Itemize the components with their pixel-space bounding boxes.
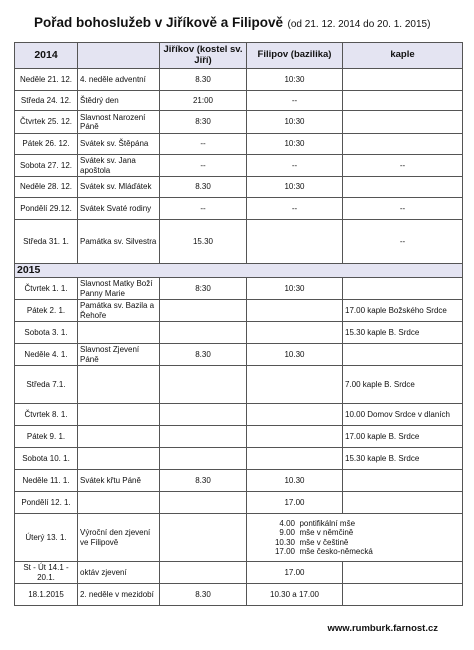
feast-cell: Výroční den zjevení ve Filipově bbox=[78, 514, 160, 562]
feast-cell bbox=[78, 448, 160, 470]
mass-line bbox=[269, 538, 460, 547]
jirikov-cell bbox=[160, 448, 247, 470]
day-cell: Čtvrtek 25. 12. bbox=[15, 111, 78, 134]
filipov-cell: 10.30 bbox=[247, 344, 343, 366]
jirikov-cell bbox=[160, 404, 247, 426]
day-cell: Čtvrtek 1. 1. bbox=[15, 278, 78, 300]
schedule-table bbox=[14, 42, 463, 606]
kaple-cell bbox=[343, 69, 463, 91]
feast-cell: Slavnost Matky Boží Panny Marie bbox=[78, 278, 160, 300]
jirikov-cell: -- bbox=[160, 134, 247, 155]
jirikov-cell: 8.30 bbox=[160, 584, 247, 606]
kaple-cell bbox=[343, 492, 463, 514]
table-row bbox=[15, 220, 463, 264]
filipov-cell: 10:30 bbox=[247, 111, 343, 134]
table-row bbox=[15, 278, 463, 300]
feast-cell: Štědrý den bbox=[78, 91, 160, 111]
table-row bbox=[15, 404, 463, 426]
filipov-cell bbox=[247, 404, 343, 426]
table-row bbox=[15, 111, 463, 134]
day-cell: Sobota 3. 1. bbox=[15, 322, 78, 344]
kaple-cell bbox=[343, 344, 463, 366]
kaple-cell: 17.00 kaple Božského Srdce bbox=[343, 300, 463, 322]
day-cell: Neděle 21. 12. bbox=[15, 69, 78, 91]
table-row bbox=[15, 177, 463, 198]
header-jirikov: Jiříkov (kostel sv. Jiří) bbox=[160, 43, 247, 69]
day-cell: Neděle 11. 1. bbox=[15, 470, 78, 492]
title-date-range: (od 21. 12. 2014 do 20. 1. 2015) bbox=[287, 19, 431, 30]
mass-desc: mše v češtině bbox=[299, 537, 349, 547]
mass-desc: mše česko-německá bbox=[299, 546, 373, 556]
parish-website-link[interactable]: www.rumburk.farnost.cz bbox=[327, 623, 438, 634]
table-row bbox=[15, 584, 463, 606]
jirikov-cell bbox=[160, 514, 247, 562]
day-cell: Pátek 26. 12. bbox=[15, 134, 78, 155]
table-row bbox=[15, 426, 463, 448]
day-cell: Sobota 10. 1. bbox=[15, 448, 78, 470]
kaple-cell bbox=[343, 91, 463, 111]
day-cell: Úterý 13. 1. bbox=[15, 514, 78, 562]
mass-line bbox=[269, 519, 460, 528]
jirikov-cell: -- bbox=[160, 198, 247, 220]
jirikov-cell: 8.30 bbox=[160, 177, 247, 198]
filipov-cell: 10:30 bbox=[247, 278, 343, 300]
table-row bbox=[15, 300, 463, 322]
filipov-cell: 10:30 bbox=[247, 69, 343, 91]
jirikov-cell bbox=[160, 366, 247, 404]
day-cell: St - Út 14.1 - 20.1. bbox=[15, 562, 78, 584]
filipov-cell: -- bbox=[247, 155, 343, 177]
filipov-cell bbox=[247, 426, 343, 448]
filipov-cell: 10.30 bbox=[247, 470, 343, 492]
jirikov-cell: 8.30 bbox=[160, 344, 247, 366]
kaple-cell bbox=[343, 470, 463, 492]
table-row bbox=[15, 492, 463, 514]
kaple-cell: -- bbox=[343, 220, 463, 264]
filipov-cell: 10.30 a 17.00 bbox=[247, 584, 343, 606]
mass-desc: mše v němčině bbox=[299, 528, 354, 538]
feast-cell bbox=[78, 322, 160, 344]
table-row bbox=[15, 366, 463, 404]
feast-cell bbox=[78, 492, 160, 514]
table-row bbox=[15, 448, 463, 470]
title-text: Pořad bohoslužeb v Jiříkově a Filipově bbox=[34, 15, 284, 30]
year-divider-row bbox=[15, 264, 463, 278]
day-cell: Pondělí 29.12. bbox=[15, 198, 78, 220]
jirikov-cell bbox=[160, 562, 247, 584]
kaple-cell bbox=[343, 177, 463, 198]
mass-time: 9.00 bbox=[279, 528, 295, 538]
mass-time: 4.00 bbox=[279, 519, 295, 529]
filipov-cell: -- bbox=[247, 198, 343, 220]
feast-cell: Svátek sv. Mláďátek bbox=[78, 177, 160, 198]
filipov-cell bbox=[247, 220, 343, 264]
jirikov-cell: -- bbox=[160, 155, 247, 177]
table-row bbox=[15, 322, 463, 344]
feast-cell: 4. neděle adventní bbox=[78, 69, 160, 91]
feast-cell: oktáv zjevení bbox=[78, 562, 160, 584]
page-title bbox=[34, 14, 464, 32]
table-row bbox=[15, 91, 463, 111]
table-row bbox=[15, 155, 463, 177]
day-cell: Středa 7.1. bbox=[15, 366, 78, 404]
kaple-cell bbox=[343, 562, 463, 584]
filipov-cell: 17.00 bbox=[247, 492, 343, 514]
day-cell: Čtvrtek 8. 1. bbox=[15, 404, 78, 426]
feast-cell: Svátek Svaté rodiny bbox=[78, 198, 160, 220]
jirikov-cell bbox=[160, 322, 247, 344]
feast-cell: Památka sv. Bazila a Řehoře bbox=[78, 300, 160, 322]
header-filipov: Filipov (bazilika) bbox=[247, 43, 343, 69]
day-cell: Neděle 4. 1. bbox=[15, 344, 78, 366]
feast-cell: 2. neděle v mezidobí bbox=[78, 584, 160, 606]
filipov-cell: 10:30 bbox=[247, 134, 343, 155]
filipov-cell bbox=[247, 300, 343, 322]
filipov-cell bbox=[247, 322, 343, 344]
day-cell: Pátek 9. 1. bbox=[15, 426, 78, 448]
table-row bbox=[15, 344, 463, 366]
kaple-cell bbox=[343, 111, 463, 134]
mass-desc: pontifikální mše bbox=[299, 519, 356, 529]
kaple-cell: 17.00 kaple B. Srdce bbox=[343, 426, 463, 448]
filipov-cell bbox=[247, 448, 343, 470]
table-row bbox=[15, 514, 463, 562]
kaple-cell: 10.00 Domov Srdce v dlaních bbox=[343, 404, 463, 426]
jirikov-cell: 15.30 bbox=[160, 220, 247, 264]
mass-time: 10.30 bbox=[274, 537, 295, 547]
day-cell: Středa 31. 1. bbox=[15, 220, 78, 264]
kaple-cell: 15.30 kaple B. Srdce bbox=[343, 322, 463, 344]
mass-line bbox=[269, 547, 460, 556]
kaple-cell bbox=[343, 278, 463, 300]
day-cell: 18.1.2015 bbox=[15, 584, 78, 606]
jirikov-cell: 8:30 bbox=[160, 278, 247, 300]
day-cell: Pátek 2. 1. bbox=[15, 300, 78, 322]
filipov-cell bbox=[247, 366, 343, 404]
year-2015-label: 2015 bbox=[15, 264, 463, 278]
mass-line bbox=[269, 528, 460, 537]
kaple-cell: -- bbox=[343, 198, 463, 220]
feast-cell: Svátek sv. Štěpána bbox=[78, 134, 160, 155]
feast-cell: Slavnost Narození Páně bbox=[78, 111, 160, 134]
table-row bbox=[15, 134, 463, 155]
kaple-cell: 7.00 kaple B. Srdce bbox=[343, 366, 463, 404]
filipov-cell: 17.00 bbox=[247, 562, 343, 584]
feast-cell: Svátek křtu Páně bbox=[78, 470, 160, 492]
jirikov-cell: 21:00 bbox=[160, 91, 247, 111]
table-row bbox=[15, 69, 463, 91]
header-year: 2014 bbox=[15, 43, 78, 69]
table-row bbox=[15, 198, 463, 220]
filipov-cell: 10:30 bbox=[247, 177, 343, 198]
jirikov-cell bbox=[160, 300, 247, 322]
kaple-cell: 15.30 kaple B. Srdce bbox=[343, 448, 463, 470]
jirikov-cell: 8:30 bbox=[160, 111, 247, 134]
day-cell: Pondělí 12. 1. bbox=[15, 492, 78, 514]
feast-cell bbox=[78, 404, 160, 426]
filipov-masses-cell bbox=[247, 514, 463, 562]
feast-cell: Svátek sv. Jana apoštola bbox=[78, 155, 160, 177]
day-cell: Neděle 28. 12. bbox=[15, 177, 78, 198]
table-row bbox=[15, 562, 463, 584]
filipov-cell: -- bbox=[247, 91, 343, 111]
jirikov-cell bbox=[160, 426, 247, 448]
mass-time: 17.00 bbox=[274, 546, 295, 556]
header-kaple: kaple bbox=[343, 43, 463, 69]
jirikov-cell: 8.30 bbox=[160, 69, 247, 91]
kaple-cell bbox=[343, 134, 463, 155]
day-cell: Sobota 27. 12. bbox=[15, 155, 78, 177]
feast-cell bbox=[78, 426, 160, 448]
kaple-cell: -- bbox=[343, 155, 463, 177]
feast-cell: Památka sv. Silvestra bbox=[78, 220, 160, 264]
jirikov-cell: 8.30 bbox=[160, 470, 247, 492]
kaple-cell bbox=[343, 584, 463, 606]
table-row bbox=[15, 470, 463, 492]
day-cell: Středa 24. 12. bbox=[15, 91, 78, 111]
jirikov-cell bbox=[160, 492, 247, 514]
header-row bbox=[15, 43, 463, 69]
feast-cell bbox=[78, 366, 160, 404]
header-spacer bbox=[78, 43, 160, 69]
feast-cell: Slavnost Zjevení Páně bbox=[78, 344, 160, 366]
